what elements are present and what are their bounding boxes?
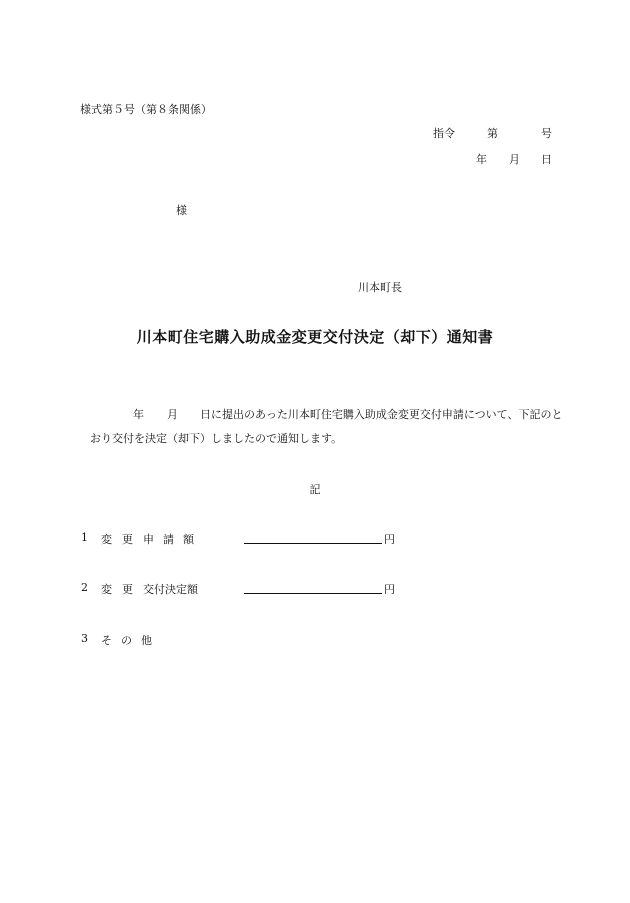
form-number: 様式第５号（第８条関係） xyxy=(80,103,212,116)
item-2-amount-line[interactable] xyxy=(244,593,382,594)
item-2-label-c: 交付決定額 xyxy=(143,583,198,596)
addressee-honorific: 様 xyxy=(176,204,187,217)
item-1-label-b: 更 xyxy=(122,533,133,546)
item-1-label-c: 申請額 xyxy=(143,533,203,546)
ref-dai: 第 xyxy=(487,127,498,140)
item-1-label-a: 変 xyxy=(101,533,112,546)
item-2-label-a: 変 xyxy=(101,583,112,596)
date-year: 年 xyxy=(476,153,487,166)
body-line1: 日に提出のあった川本町住宅購入助成金変更交付申請について、下記のと xyxy=(200,408,563,421)
item-2-unit: 円 xyxy=(384,583,395,596)
body-year: 年 xyxy=(133,408,144,421)
item-1-number: 1 xyxy=(81,531,88,544)
item-3-label: その他 xyxy=(101,634,161,647)
issuer-name: 川本町長 xyxy=(358,281,402,294)
ref-prefix: 指令 xyxy=(433,127,455,140)
ref-go: 号 xyxy=(541,127,552,140)
item-1-amount-line[interactable] xyxy=(244,543,382,544)
body-line2: おり交付を決定（却下）しましたので通知します。 xyxy=(90,432,343,445)
item-2-label-b: 更 xyxy=(122,583,133,596)
item-1-unit: 円 xyxy=(384,533,395,546)
item-3-number: 3 xyxy=(81,632,88,645)
body-month: 月 xyxy=(167,408,178,421)
ki-heading: 記 xyxy=(309,483,321,496)
item-2-number: 2 xyxy=(81,581,88,594)
date-month: 月 xyxy=(509,153,520,166)
document-title: 川本町住宅購入助成金変更交付決定（却下）通知書 xyxy=(136,328,494,346)
date-day: 日 xyxy=(541,153,552,166)
